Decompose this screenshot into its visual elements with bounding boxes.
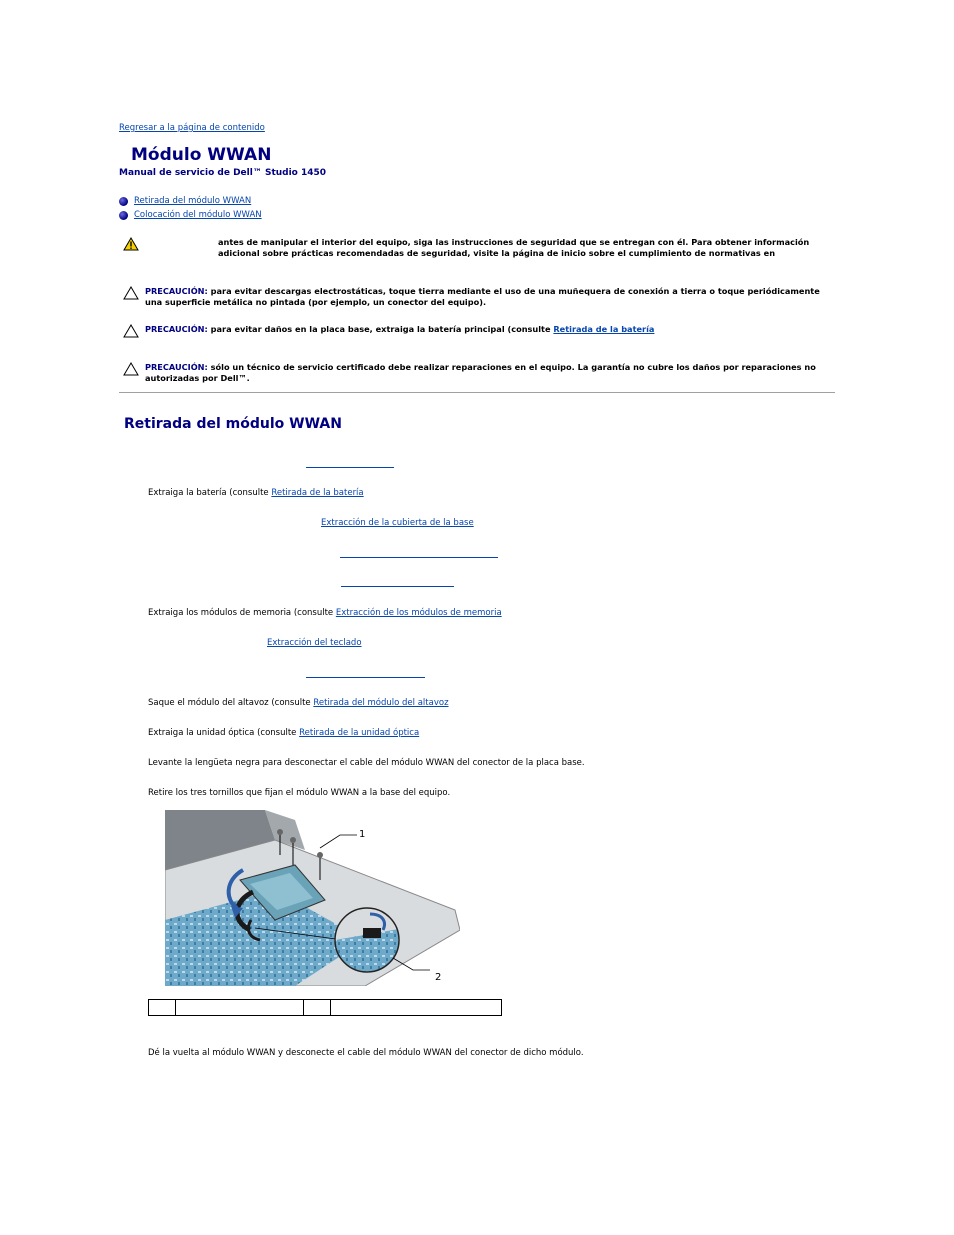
step-1-link[interactable] (306, 467, 394, 468)
step-9 (148, 698, 449, 708)
step-12: Retire los tres tornillos que fijan el módulo WWAN a la base del equipo. (148, 788, 451, 798)
bullet-icon (119, 197, 128, 206)
manual-subtitle: Manual de servicio de Dell™ Studio 1450 (119, 168, 327, 178)
step-8-link[interactable] (306, 677, 425, 678)
caution-text-battery (145, 324, 835, 335)
step-9-link[interactable]: Retirada del módulo del altavoz (313, 698, 449, 708)
step-9-text: Saque el módulo del altavoz (consulte (148, 698, 311, 708)
toc-item-removal (119, 194, 262, 208)
figure-callout-1: 1 (359, 829, 366, 840)
callout-table (148, 999, 502, 1016)
step-7-link[interactable]: Extracción del teclado (267, 638, 362, 648)
callout-label-cell (331, 1000, 501, 1015)
caution-icon (123, 362, 139, 376)
toc-link-removal[interactable]: Retirada del módulo WWAN (134, 196, 252, 206)
back-to-contents-link[interactable]: Regresar a la página de contenido (119, 123, 265, 133)
step-5-link[interactable] (341, 586, 454, 587)
step-6-text: Extraiga los módulos de memoria (consulte (148, 608, 334, 618)
warning-icon (123, 237, 139, 251)
callout-number-cell (304, 1000, 331, 1015)
divider (119, 392, 835, 393)
step-10-link[interactable]: Retirada de la unidad óptica (299, 728, 420, 738)
caution-text-technician (145, 362, 835, 383)
caution-body: sólo un técnico de servicio certificado debe realizar reparaciones en el equipo. La garantía no cubre los daños por reparaciones no autorizadas por Dell™. (145, 362, 816, 383)
step-3-link[interactable]: Extracción de la cubierta de la base (321, 518, 474, 528)
caution-icon (123, 324, 139, 338)
caution-label: PRECAUCIÓN: (145, 324, 208, 334)
step-6-link[interactable]: Extracción de los módulos de memoria (335, 608, 502, 618)
step-2 (148, 488, 364, 498)
step-10 (148, 728, 419, 738)
step-2-text: Extraiga la batería (consulte (148, 488, 269, 498)
caution-notice-technician (123, 362, 835, 386)
warning-notice (123, 237, 835, 261)
caution-notice-battery (123, 324, 835, 338)
page-title: Módulo WWAN (131, 145, 272, 165)
table-of-contents (119, 194, 262, 222)
section-title-removal: Retirada del módulo WWAN (124, 416, 342, 432)
toc-link-replacement[interactable]: Colocación del módulo WWAN (134, 210, 262, 220)
caution-label: PRECAUCIÓN: (145, 286, 208, 296)
caution-text-esd (145, 286, 835, 307)
figure-callout-2: 2 (435, 972, 442, 983)
step-2-link[interactable]: Retirada de la batería (271, 488, 364, 498)
step-10-text: Extraiga la unidad óptica (consulte (148, 728, 297, 738)
step-4-link[interactable] (340, 557, 498, 558)
callout-number-cell (149, 1000, 176, 1015)
toc-item-replacement (119, 208, 262, 222)
step-6 (148, 608, 502, 618)
warning-text: antes de manipular el interior del equipo, siga las instrucciones de seguridad que se entregan con él. Para obtener información adicional sobre prácticas recomendadas de seguridad, visite la página de inicio sobre el cumplimiento de normativas en (218, 237, 810, 258)
step-11: Levante la lengüeta negra para desconectar el cable del módulo WWAN del conector de la placa base. (148, 758, 585, 768)
wwan-module-illustration (165, 810, 460, 986)
caution-notice-esd (123, 286, 835, 310)
caution-label: PRECAUCIÓN: (145, 362, 208, 372)
bullet-icon (119, 211, 128, 220)
step-13: Dé la vuelta al módulo WWAN y desconecte el cable del módulo WWAN del conector de dicho módulo. (148, 1048, 584, 1058)
battery-removal-link[interactable]: Retirada de la batería (553, 324, 655, 334)
caution-body: para evitar daños en la placa base, extraiga la batería principal (consulte (210, 324, 551, 334)
callout-label-cell (176, 1000, 304, 1015)
caution-icon (123, 286, 139, 300)
caution-body: para evitar descargas electrostáticas, toque tierra mediante el uso de una muñequera de conexión a tierra o toque periódicamente una superficie metálica no pintada (por ejemplo, un conector del equipo). (145, 286, 820, 307)
